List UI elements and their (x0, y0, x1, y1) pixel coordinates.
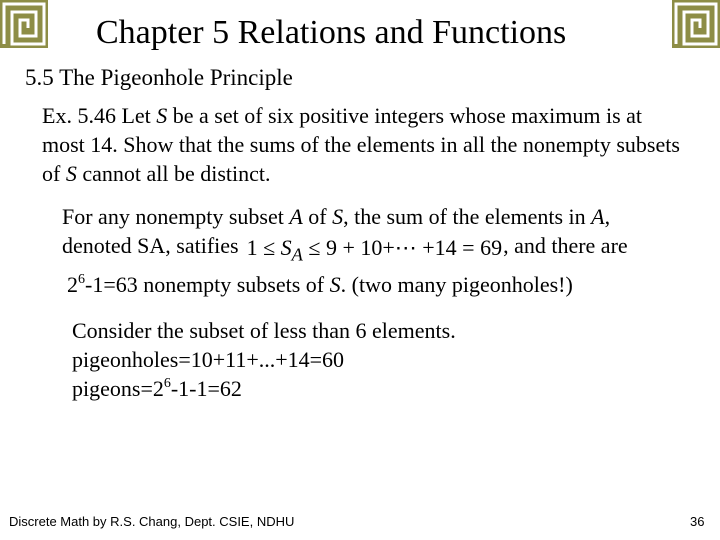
slide-title: Chapter 5 Relations and Functions (96, 14, 567, 51)
proof-line-2: denoted SA, satifies $1 \le S_A \le 9$ + 10+⋯ +14 = 69, and there are (62, 231, 628, 267)
example-set-symbol-2: S (65, 161, 77, 186)
example-tail: cannot all be distinct. (76, 161, 271, 186)
example-middle: be a set of six positive integers whose maximum is at most 14. Show that the sums of the elements in all the nonempty subsets of (42, 103, 680, 186)
ornament-background (672, 0, 720, 48)
sum-bound-formula: $1 \le S_A \le 9$ + 10+⋯ +14 = 69 (246, 235, 503, 265)
footer-credit: Discrete Math by R.S. Chang, Dept. CSIE, NDHU (9, 514, 295, 529)
section-heading: 5.5 The Pigeonhole Principle (25, 65, 293, 90)
example-lead: Ex. 5.46 Let (42, 103, 157, 128)
consider-line-1: Consider the subset of less than 6 elements. (72, 318, 456, 343)
example-set-symbol: S (156, 103, 168, 128)
example-statement (42, 101, 682, 188)
ornament-background (0, 0, 48, 48)
proof-line-1: For any nonempty subset A of S, the sum of the elements in A, (62, 204, 611, 229)
greek-key-ornament-right (672, 0, 720, 48)
proof-line-3: $2^6-1=63$ nonempty subsets of S. (two many pigeonholes!) (67, 271, 573, 297)
pigeons-line: $pigeons=2^6-1-1=62$ (72, 375, 242, 401)
pigeonholes-line: pigeonholes=10+11+...+14=60 (72, 347, 345, 372)
page-number: 36 (690, 514, 705, 529)
greek-key-ornament-left (0, 0, 48, 48)
